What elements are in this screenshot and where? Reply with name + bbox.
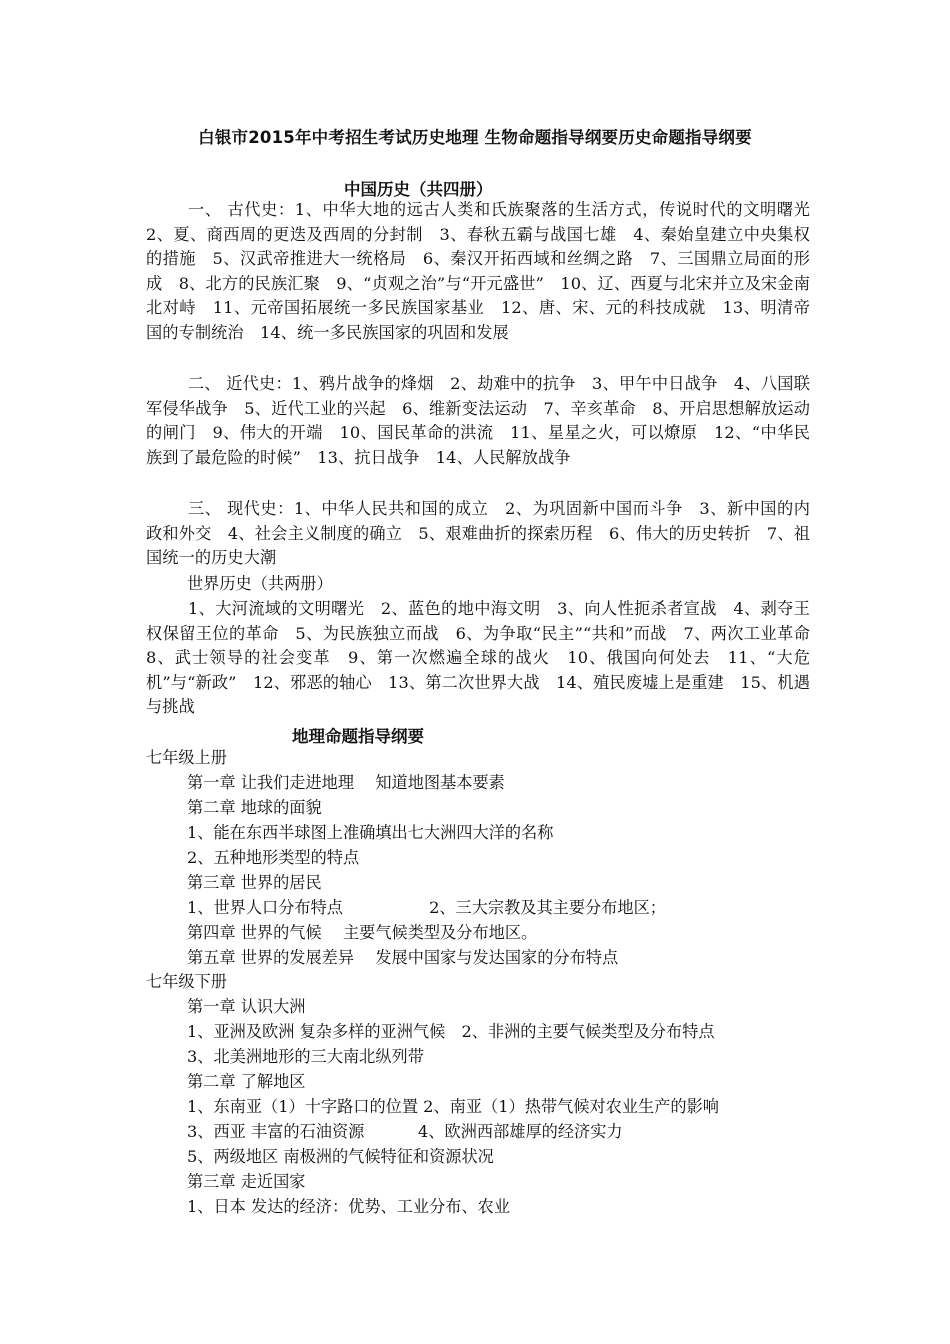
grade7-up-line: 第一章 让我们走进地理 知道地图基本要素 bbox=[187, 773, 505, 792]
grade7-down-line: 3、西亚 丰富的石油资源 4、欧洲西部雄厚的经济实力 bbox=[187, 1122, 623, 1141]
china-history-heading: 中国历史（共四册） bbox=[344, 180, 493, 199]
ancient-history-paragraph: 一、 古代史：1、中华大地的远古人类和氏族聚落的生活方式，传说时代的文明曙光 2、夏、商西周的更迭及西周的分封制 3、春秋五霸与战国七雄 4、秦始皇建立中央集权的措施 5、汉武帝推进大一统格局 6、秦汉开拓西域和丝绸之路 7、三国鼎立局面的形成 8、北方的民族汇聚 9、“贞观之治”与“开元盛世” 10、辽、西夏与北宋并立及宋金南北对峙 11、元帝国拓展统一多民族国家基业 12、唐、宋、元的科技成就 13、明清帝国的专制统治 14、统一多民族国家的巩固和发展 bbox=[146, 200, 827, 342]
grade7-up-line: 第五章 世界的发展差异 发展中国家与发达国家的分布特点 bbox=[187, 948, 619, 967]
grade7-up-line: 1、世界人口分布特点 2、三大宗教及其主要分布地区； bbox=[187, 898, 666, 917]
grade7-up-label: 七年级上册 bbox=[146, 748, 227, 767]
grade7-down-line: 1、亚洲及欧洲 复杂多样的亚洲气候 2、非洲的主要气候类型及分布特点 bbox=[187, 1022, 715, 1041]
grade7-down-line: 1、东南亚（1）十字路口的位置 2、南亚（1）热带气候对农业生产的影响 bbox=[187, 1097, 719, 1116]
grade7-up-line: 第二章 地球的面貌 bbox=[187, 798, 322, 817]
world-history-heading: 世界历史（共两册） bbox=[187, 574, 333, 593]
document-title: 白银市2015年中考招生考试历史地理 生物命题指导纲要历史命题指导纲要 bbox=[198, 128, 752, 147]
grade7-down-line: 3、北美洲地形的三大南北纵列带 bbox=[187, 1047, 424, 1066]
grade7-down-line: 第二章 了解地区 bbox=[187, 1072, 306, 1091]
grade7-up-line: 2、五种地形类型的特点 bbox=[187, 848, 360, 867]
grade7-down-label: 七年级下册 bbox=[146, 972, 227, 991]
world-history-paragraph: 1、大河流域的文明曙光 2、蓝色的地中海文明 3、向人性扼杀者宣战 4、剥夺王权保留王位的革命 5、为民族独立而战 6、为争取“民主”“共和”而战 7、两次工业革命 8、武士领导的社会变革 9、第一次燃遍全球的战火 10、俄国向何处去 11、“大危机”与“新政” 12、邪恶的轴心 13、第二次世界大战 14、殖民废墟上是重建 15、机遇与挑战 bbox=[146, 599, 827, 716]
grade7-down-line: 第一章 认识大洲 bbox=[187, 997, 306, 1016]
geography-heading: 地理命题指导纲要 bbox=[292, 727, 424, 746]
grade7-down-line: 第三章 走近国家 bbox=[187, 1172, 306, 1191]
modern-history-paragraph: 二、 近代史：1、鸦片战争的烽烟 2、劫难中的抗争 3、甲午中日战争 4、八国联军侵华战争 5、近代工业的兴起 6、维新变法运动 7、辛亥革命 8、开启思想解放运动的闸门 9、伟大的开端 10、国民革命的洪流 11、星星之火，可以燎原 12、“中华民族到了最危险的时候” 13、抗日战争 14、人民解放战争 bbox=[146, 374, 810, 467]
contemporary-history-paragraph: 三、 现代史：1、中华人民共和国的成立 2、为巩固新中国而斗争 3、新中国的内政和外交 4、社会主义制度的确立 5、艰难曲折的探索历程 6、伟大的历史转折 7、祖国统一的历史大潮 bbox=[146, 499, 810, 567]
grade7-up-line: 第三章 世界的居民 bbox=[187, 873, 322, 892]
grade7-down-line: 5、两级地区 南极洲的气候特征和资源状况 bbox=[187, 1147, 494, 1166]
grade7-up-line: 1、能在东西半球图上准确填出七大洲四大洋的名称 bbox=[187, 823, 554, 842]
grade7-up-line: 第四章 世界的气候 主要气候类型及分布地区。 bbox=[187, 923, 538, 942]
grade7-down-line: 1、日本 发达的经济：优势、工业分布、农业 bbox=[187, 1197, 511, 1216]
